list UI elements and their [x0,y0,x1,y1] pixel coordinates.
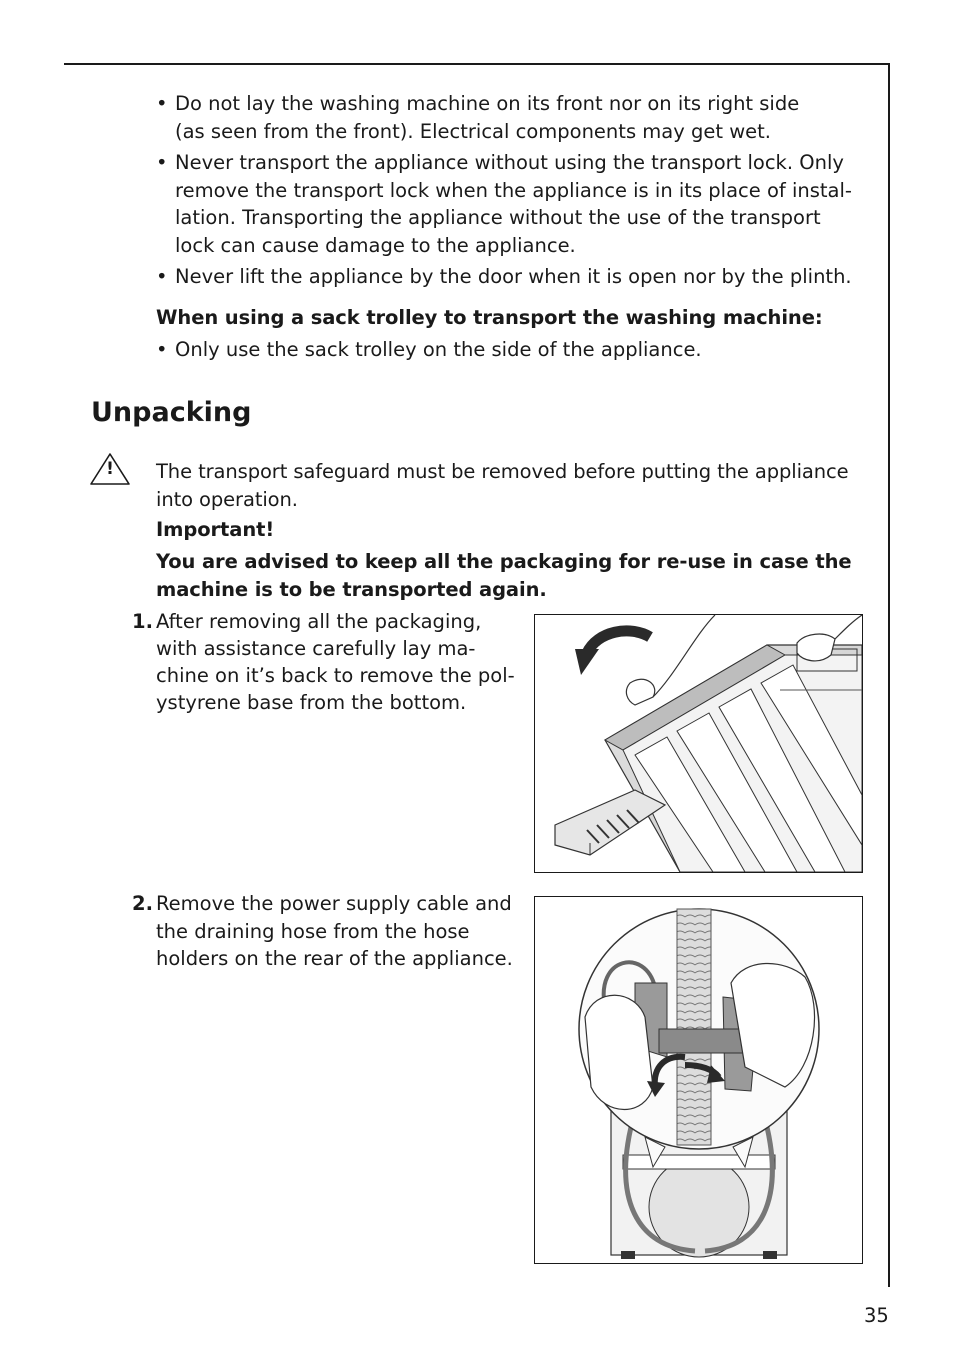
step-line: ystyrene base from the bottom. [156,691,467,714]
hose-holder-illustration [535,897,862,1263]
important-line: machine is to be transported again. [156,578,547,601]
section-title: Unpacking [91,397,252,428]
warning-line: into operation. [156,487,298,511]
bullet-dot: • [156,92,168,115]
figure-remove-cable-hose [534,896,863,1264]
step-line: the draining hose from the hose [156,919,470,943]
step-line: holders on the rear of the appliance. [156,947,513,970]
bullet-dot: • [156,265,168,288]
bullet-dot: • [156,151,168,174]
step-line: chine on it’s back to remove the pol- [156,664,515,687]
important-line: You are advised to keep all the packaging for re-use in case the [156,550,852,573]
bullet-line: lation. Transporting the appliance without the use of the transport [175,206,821,229]
step-number: 2. [132,892,153,915]
bullet-line: Only use the sack trolley on the side of the appliance. [175,338,702,361]
step-line: Remove the power supply cable and [156,892,512,915]
right-rule [888,63,890,1287]
bullet-dot: • [156,338,168,361]
step-line: After removing all the packaging, [156,610,482,633]
page-number: 35 [864,1304,889,1327]
figure-lay-machine-on-back [534,614,863,873]
step-number: 1. [132,610,153,633]
bullet-line: lock can cause damage to the appliance. [175,233,576,257]
warning-icon [89,452,131,486]
bullet-line: Never transport the appliance without using the transport lock. Only [175,151,844,174]
warning-icon-glyph: ! [106,459,114,479]
bullet-line: remove the transport lock when the appliance is in its place of instal- [175,178,852,202]
sack-trolley-heading: When using a sack trolley to transport the washing machine: [156,306,823,329]
important-label: Important! [156,518,275,541]
top-rule [64,63,890,65]
bullet-line: (as seen from the front). Electrical components may get wet. [175,119,771,143]
lay-machine-illustration [535,615,862,872]
bullet-line: Do not lay the washing machine on its front nor on its right side [175,92,800,115]
step-line: with assistance carefully lay ma- [156,637,476,660]
bullet-line: Never lift the appliance by the door when it is open nor by the plinth. [175,265,852,288]
warning-line: The transport safeguard must be removed before putting the appliance [156,460,849,483]
